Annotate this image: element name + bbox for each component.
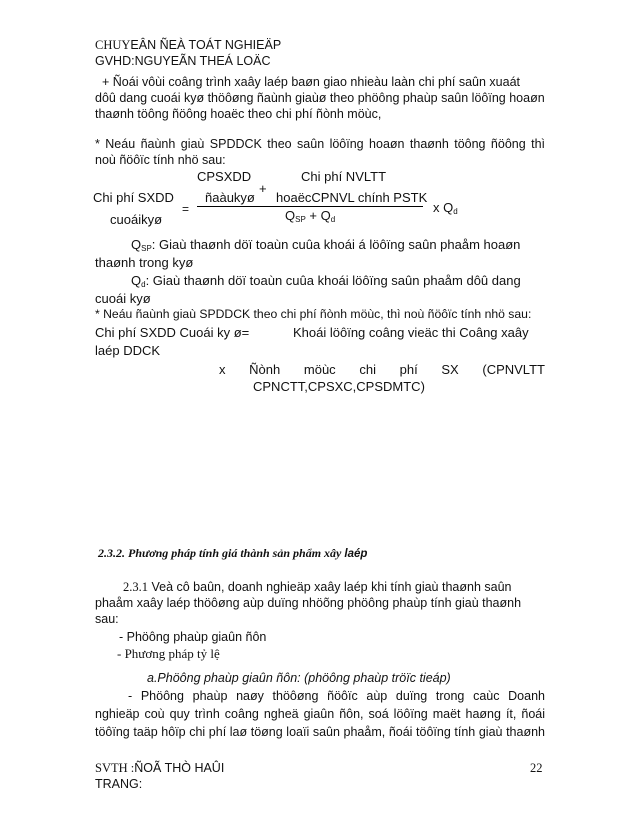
def-qd <box>131 273 521 289</box>
subsection-line2: phaåm xaây laép thöôøng aùp duïng nhöõng phöông phaùp tính giaù thaønh <box>95 596 522 610</box>
formula-fraction-bar <box>197 206 423 207</box>
bullet-simple-method: - Phöông phaùp giaûn ñôn <box>119 630 267 644</box>
header-title <box>95 38 281 53</box>
para3-line1: * Neáu ñaùnh giaù SPDDCK theo chi phí ñònh möùc, thì noù ñöôïc tính nhö sau: <box>95 307 532 321</box>
l4-word: x <box>219 362 226 377</box>
def-qsp-cont: thaønh trong kyø <box>95 255 194 270</box>
footer-trang: TRANG: <box>95 777 143 791</box>
formula-plus: + <box>259 181 267 196</box>
method-a-line3: töôïng taäp hôïp chi phí laø töøng loaïi saûn phaåm, ñoái töôïng tính giaù thaønh <box>95 725 545 739</box>
formula-lhs-top: Chi phí SXDD <box>93 190 174 205</box>
para2-line1: * Neáu ñaùnh giaù SPDDCK theo saûn löôïng hoaøn thaønh töông ñöông thì <box>95 137 545 151</box>
para1-line1: + Ñoái vôùi coâng trình xaây laép baøn giao nhieàu laàn chi phí saûn xuaát <box>102 75 520 89</box>
para3-line3: laép DDCK <box>95 343 161 358</box>
subsection-line1 <box>123 580 511 595</box>
para3-line4 <box>219 362 545 377</box>
mult-d: d <box>453 207 458 216</box>
l4-word: SX <box>441 362 459 377</box>
qsp-text: : Giaù thaønh döï toaùn cuûa khoái á löôïng saûn phaåm hoaøn <box>151 237 521 252</box>
subsection-number: 2.3.1 <box>123 580 148 594</box>
l4-word: phí <box>399 362 418 377</box>
subsection-text: Veà cô baûn, doanh nghieäp xaây laép khi tính giaù thaønh saûn <box>148 580 512 594</box>
header-title-rest: EÂN ÑEÀ TOÁT NGHIEÄP <box>130 38 282 52</box>
den-q2: Q <box>320 208 331 223</box>
den-plus: + <box>309 208 318 223</box>
formula-num-right-bottom: hoaëcCPNVL chính PSTK <box>276 190 428 205</box>
footer-author <box>95 761 224 776</box>
method-a-line2: nghieäp coù quy trình coâng ngheä giaûn ñôn, soá löôïng maët haøng ít, ñoái <box>95 707 545 721</box>
qsp-sub: SP <box>141 244 152 253</box>
para3-line2a: Chi phí SXDD Cuoái ky ø= <box>95 325 250 340</box>
section-heading <box>98 546 367 561</box>
para3-line2b: Khoái löôïng coâng vieäc thi Coâng xaây <box>293 325 529 340</box>
formula-equals: = <box>182 202 190 216</box>
header-title-prefix: CHUY <box>95 38 131 52</box>
den-sp: SP <box>295 215 306 224</box>
formula-num-left-bottom: ñaàukyø <box>205 190 255 205</box>
formula-lhs-bottom: cuoáikyø <box>110 212 163 227</box>
section-heading-sans: laép <box>344 548 368 560</box>
header-advisor: GVHD:NGUYEÃN THEÁ LOÄC <box>95 54 271 68</box>
para1-line3: thaønh töông ñöông hoaëc theo chi phí ñònh möùc, <box>95 107 382 121</box>
qsp-q: Q <box>131 237 142 252</box>
section-heading-serif: 2.3.2. Phương pháp tính giá thành sản phẩm xây <box>98 546 342 560</box>
para2-line2: noù ñöôïc tính nhö sau: <box>95 153 226 167</box>
l4-word: chi <box>359 362 376 377</box>
def-qsp <box>131 237 520 253</box>
l4-word: möùc <box>303 362 336 377</box>
para1-line2: dôû dang cuoái kyø thöôøng ñaùnh giaùø theo phöông phaùp saûn löôïng hoaøn <box>95 91 545 105</box>
l4-word: (CPNVLTT <box>482 362 545 377</box>
qd-text: : Giaù thaønh döï toaùn cuûa khoái löôïng saûn phaåm dôû dang <box>145 273 521 288</box>
qd-sub: d <box>141 280 146 289</box>
subsection-line3: sau: <box>95 612 119 626</box>
bullet-ratio-method: - Phương pháp tỷ lệ <box>117 646 220 661</box>
page-number: 22 <box>530 761 543 775</box>
qd-q: Q <box>131 273 142 288</box>
den-d: d <box>330 215 336 224</box>
formula-denominator <box>285 208 335 224</box>
times-sign: x <box>433 200 440 215</box>
formula-num-left-top: CPSXDD <box>197 169 252 184</box>
def-qd-cont: cuoái kyø <box>95 291 151 306</box>
den-q: Q <box>285 208 296 223</box>
method-a-line1: - Phöông phaùp naøy thöôøng ñöôïc aùp duïng trong caùc Doanh <box>128 689 545 703</box>
formula-times-q <box>433 200 458 216</box>
footer-svth-prefix: SVTH : <box>95 761 135 775</box>
formula-num-right-top: Chi phí NVLTT <box>301 169 387 184</box>
l4-word: Ñònh <box>249 362 281 377</box>
mult-q: Q <box>443 200 454 215</box>
para3-line5: CPNCTT,CPSXC,CPSDMTC) <box>253 379 425 394</box>
footer-svth-name: ÑOÃ THÒ HAÛI <box>134 761 225 775</box>
method-a-heading: a.Phöông phaùp giaûn ñôn: (phöông phaùp tröïc tieáp) <box>147 671 451 685</box>
